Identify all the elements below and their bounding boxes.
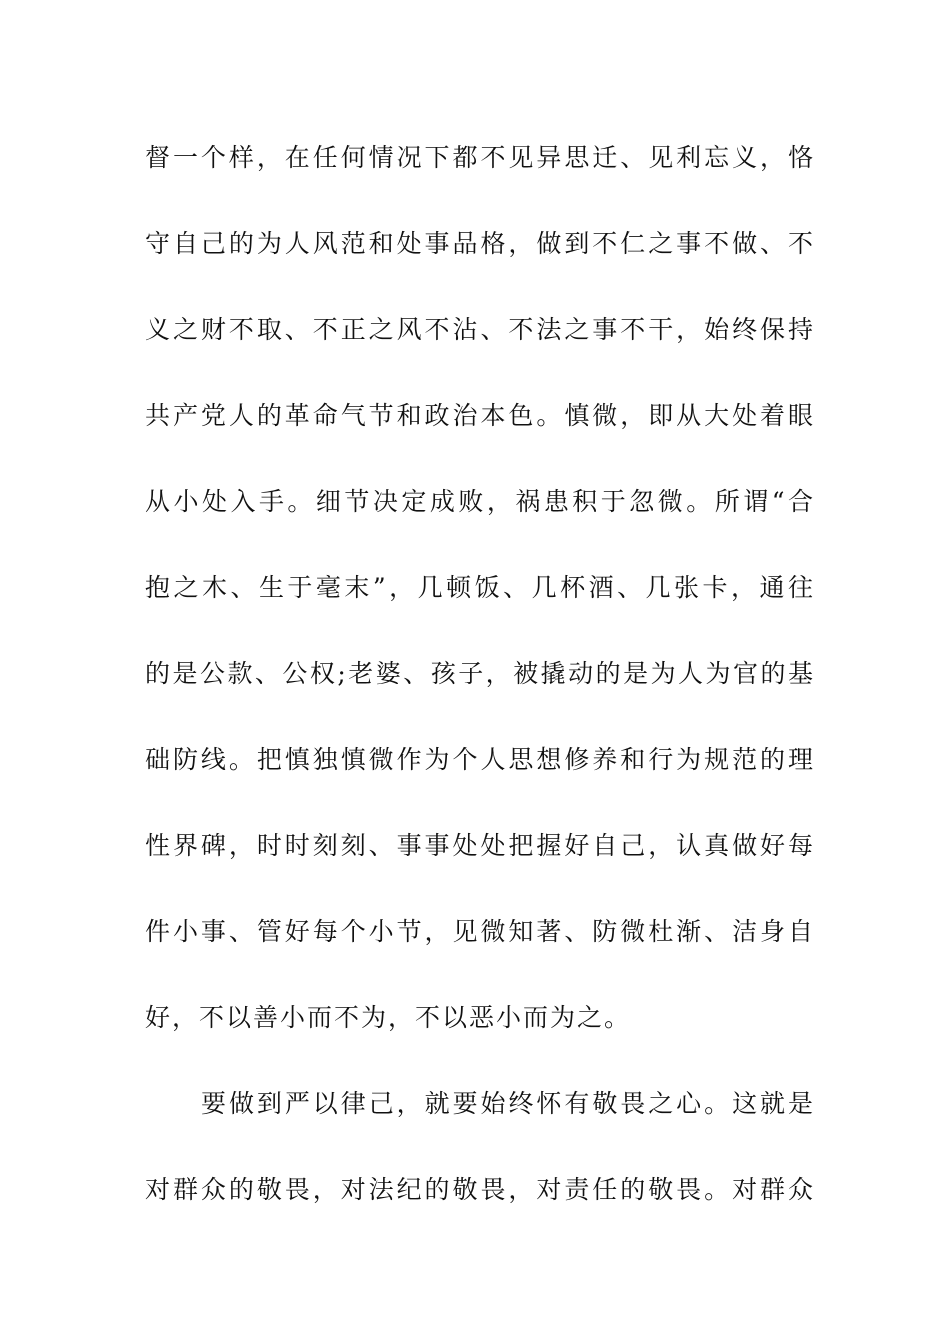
text-line: 性界碑，时时刻刻、事事处处把握好自己，认真做好每: [145, 831, 815, 860]
text-line: 督一个样，在任何情况下都不见异思迁、见利忘义，恪: [145, 143, 815, 172]
text-line: 对群众的敬畏，对法纪的敬畏，对责任的敬畏。对群众: [145, 1175, 815, 1204]
text-line: 的是公款、公权;老婆、孩子，被撬动的是为人为官的基: [145, 659, 815, 688]
text-line: 础防线。把慎独慎微作为个人思想修养和行为规范的理: [145, 745, 815, 774]
body-text: [145, 136, 815, 1254]
text-line: 守自己的为人风范和处事品格，做到不仁之事不做、不: [145, 229, 815, 258]
text-line: 共产党人的革命气节和政治本色。慎微，即从大处着眼: [145, 401, 815, 430]
text-line-paragraph-start: 要做到严以律己，就要始终怀有敬畏之心。这就是: [201, 1089, 815, 1118]
text-line: 件小事、管好每个小节，见微知著、防微杜渐、洁身自: [145, 917, 815, 946]
text-line: 抱之木、生于毫末”，几顿饭、几杯酒、几张卡，通往: [145, 573, 815, 602]
text-line: 从小处入手。细节决定成败，祸患积于忽微。所谓“合: [145, 487, 815, 516]
text-line: 义之财不取、不正之风不沾、不法之事不干，始终保持: [145, 315, 815, 344]
text-line-paragraph-end: 好，不以善小而不为，不以恶小而为之。: [145, 1003, 632, 1032]
